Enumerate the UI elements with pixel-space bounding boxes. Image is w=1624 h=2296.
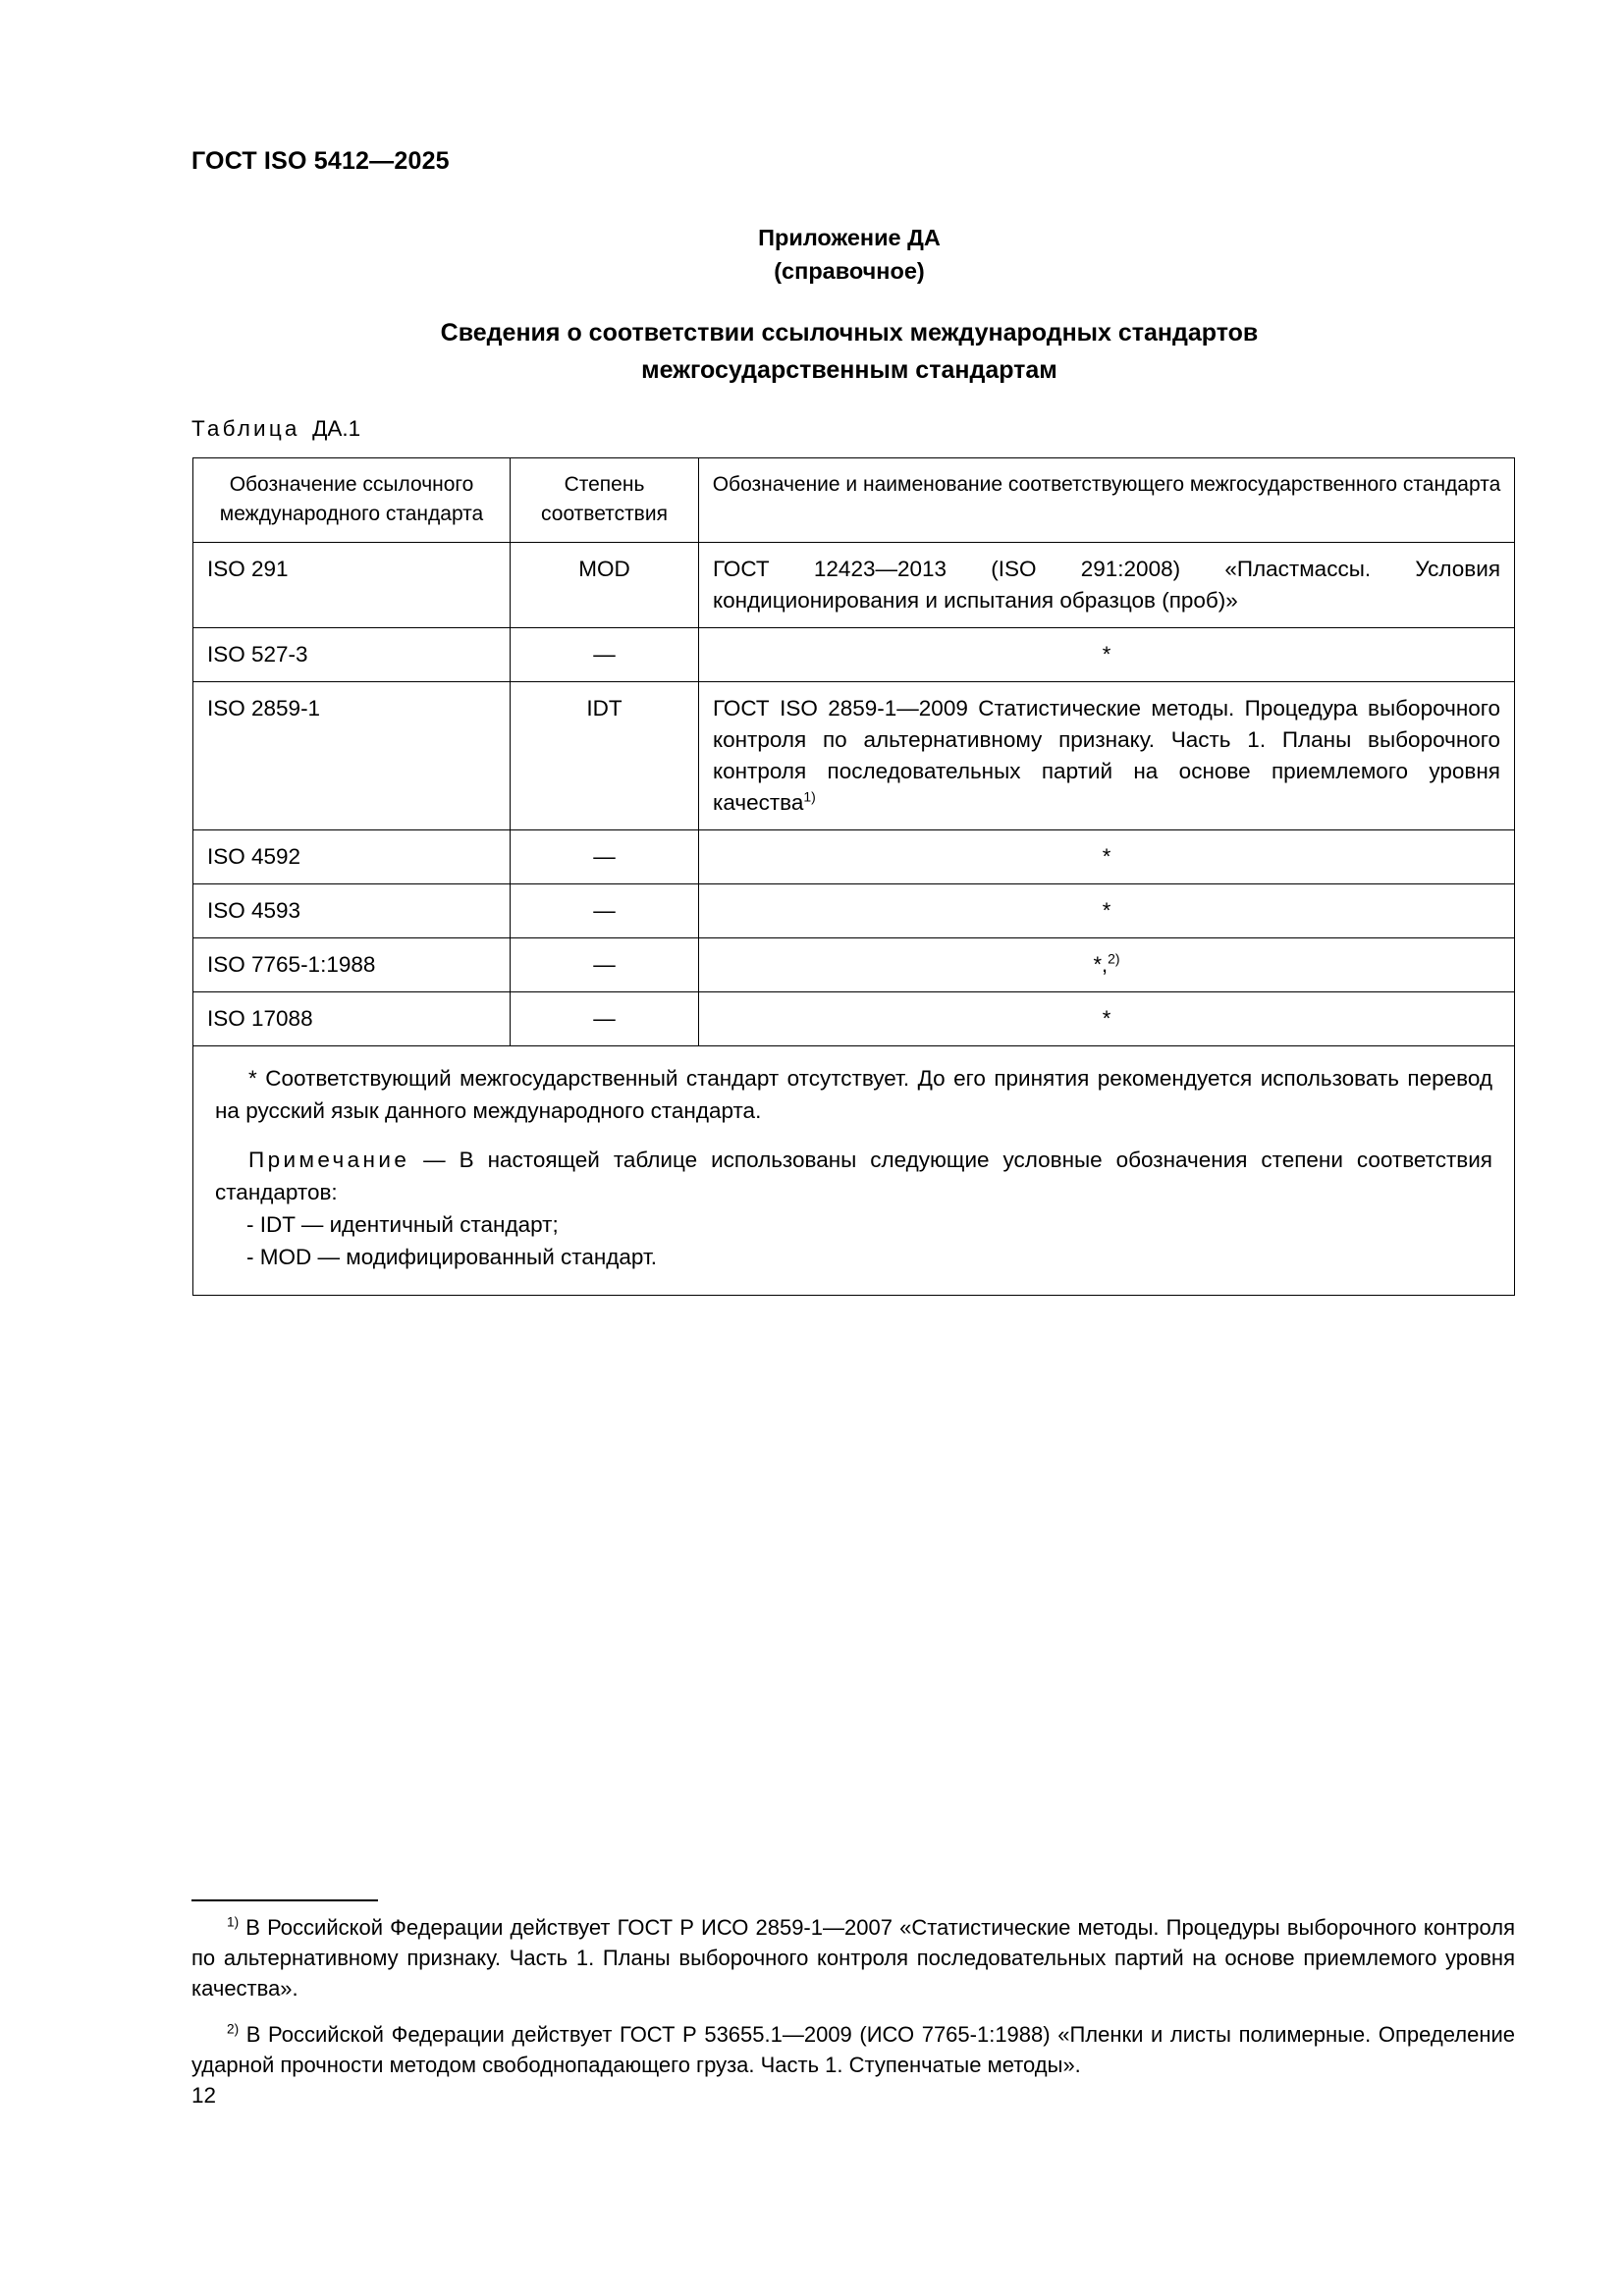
table-row (193, 628, 1515, 682)
table-row (193, 992, 1515, 1046)
table-notes-cell (193, 1046, 1515, 1296)
standard-designation-text: * (1102, 844, 1111, 869)
table-row (193, 682, 1515, 830)
cell-interstate-standard (699, 830, 1515, 884)
cell-interstate-standard (699, 682, 1515, 830)
table-row (193, 830, 1515, 884)
table-row (193, 884, 1515, 938)
cell-degree-of-correspondence: — (511, 992, 699, 1046)
table-caption-number: ДА.1 (312, 416, 361, 441)
section-heading (260, 314, 1438, 389)
cell-reference-standard: ISO 17088 (193, 992, 511, 1046)
page-footnotes (191, 1899, 1515, 2080)
note-item: - IDT — идентичный стандарт; (246, 1212, 559, 1237)
column-header-degree: Степень соответствия (511, 458, 699, 543)
footnote-number: 1) (227, 1914, 240, 1930)
footnote-number: 2) (227, 2021, 240, 2037)
annex-subtitle: (справочное) (774, 258, 925, 284)
standard-designation-text: * (1102, 898, 1111, 923)
standard-designation-text: *, (1093, 952, 1109, 977)
column-header-standard: Обозначение и наименование соответствующего межгосударственного стандарта (699, 458, 1515, 543)
cell-degree-of-correspondence: — (511, 830, 699, 884)
table-row (193, 543, 1515, 628)
general-note (215, 1144, 1492, 1208)
reference-standards-table (192, 457, 1515, 1296)
note-text: — В настоящей таблице использованы следующие условные обозначения степени соответствия стандартов: (215, 1148, 1492, 1204)
table-caption-word: Таблица (191, 416, 300, 441)
cell-reference-standard: ISO 7765-1:1988 (193, 938, 511, 992)
note-item-list (215, 1208, 1492, 1273)
cell-interstate-standard (699, 992, 1515, 1046)
section-heading-line-1: Сведения о соответствии ссылочных международных стандартов (440, 319, 1259, 347)
cell-degree-of-correspondence: — (511, 938, 699, 992)
annex-title-block (191, 221, 1507, 288)
cell-reference-standard: ISO 4593 (193, 884, 511, 938)
cell-reference-standard: ISO 291 (193, 543, 511, 628)
section-heading-line-2: межгосударственным стандартам (641, 356, 1057, 384)
table-row (193, 938, 1515, 992)
footnote-list (191, 1912, 1515, 2080)
standard-designation-text: ГОСТ 12423—2013 (ISO 291:2008) «Пластмассы. Условия кондиционирования и испытания образцов (проб)» (713, 557, 1500, 613)
standard-designation-text: ГОСТ ISO 2859-1—2009 Статистические методы. Процедура выборочного контроля по альтернативному признаку. Часть 1. Планы выборочного контроля последовательных партий на основе приемлемого уровня качества (713, 696, 1500, 815)
cell-reference-standard: ISO 2859-1 (193, 682, 511, 830)
table-caption (191, 416, 360, 442)
page-number: 12 (191, 2083, 217, 2108)
footnote-separator-rule (191, 1899, 378, 1901)
footnote: $^{2)}$ В Российской Федерации действует ГОСТ Р 53655.1—2009 (ИСО 7765-1:1988) «Пленки и листы полимерные. Определение ударной прочности методом свободнопадающего груза. Часть 1. Ступенчатые методы». (191, 2021, 1515, 2077)
footnote: $^{1)}$ В Российской Федерации действует ГОСТ Р ИСО 2859-1—2007 «Статистические методы. Процедуры выборочного контроля по альтернативному признаку. Часть 1. Планы выборочного контроля последовательных партий на основе приемлемого уровня качества». (191, 1914, 1515, 2001)
cell-interstate-standard (699, 628, 1515, 682)
table-body (193, 543, 1515, 1046)
note-label: Примечание (248, 1148, 410, 1172)
cell-degree-of-correspondence: MOD (511, 543, 699, 628)
cell-degree-of-correspondence: IDT (511, 682, 699, 830)
standard-designation-text: * (1102, 1006, 1111, 1031)
cell-reference-standard: ISO 4592 (193, 830, 511, 884)
running-header: ГОСТ ISO 5412—2025 (191, 147, 450, 175)
footnote-marker: 2) (1108, 950, 1120, 967)
asterisk-note: * Соответствующий межгосударственный стандарт отсутствует. До его принятия рекомендуется использовать перевод на русский язык данного международного стандарта. (215, 1066, 1492, 1123)
note-item: - MOD — модифицированный стандарт. (246, 1245, 658, 1269)
footnote-marker: 1) (803, 788, 816, 805)
cell-degree-of-correspondence: — (511, 884, 699, 938)
column-header-reference: Обозначение ссылочного международного стандарта (193, 458, 511, 543)
annex-title: Приложение ДА (758, 225, 941, 250)
cell-reference-standard: ISO 527-3 (193, 628, 511, 682)
table-header-row (193, 458, 1515, 543)
table-notes-row (193, 1046, 1515, 1296)
standard-designation-text: * (1102, 642, 1111, 667)
cell-interstate-standard (699, 884, 1515, 938)
cell-degree-of-correspondence: — (511, 628, 699, 682)
cell-interstate-standard (699, 543, 1515, 628)
cell-interstate-standard (699, 938, 1515, 992)
